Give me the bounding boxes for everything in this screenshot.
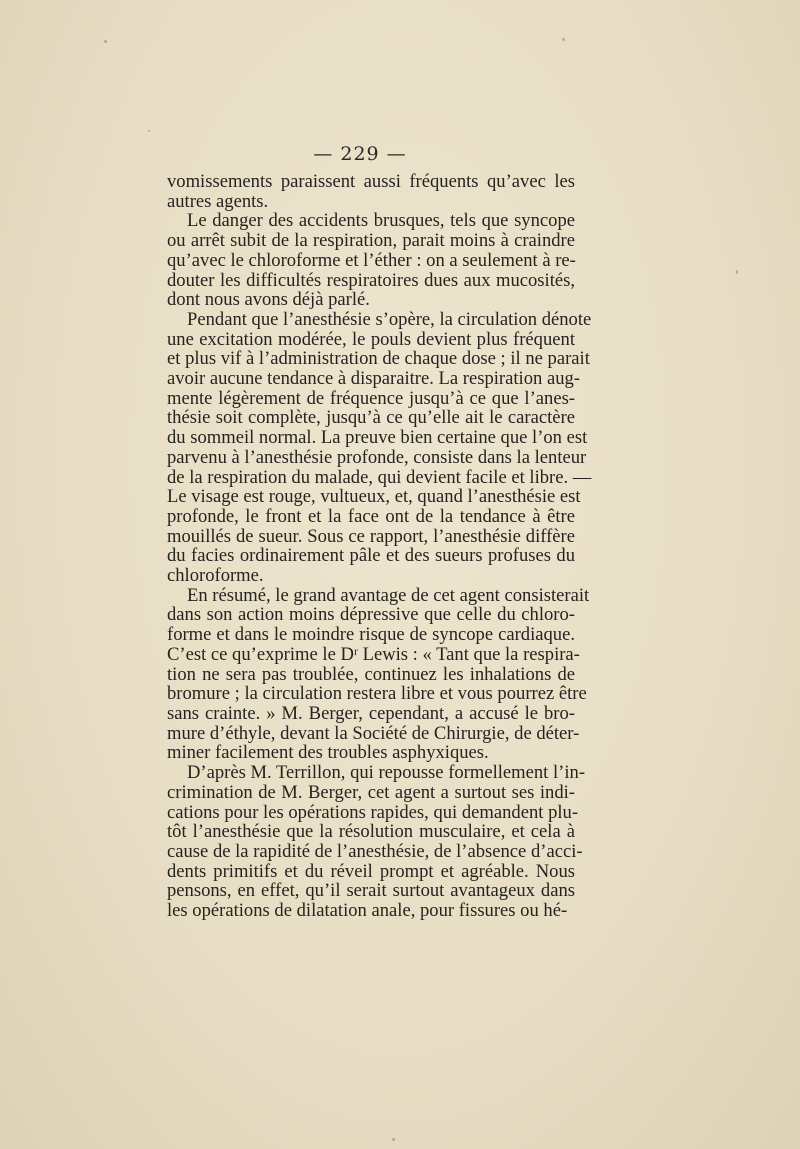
text-line: miner facilement des troubles asphyxiques.: [167, 742, 489, 764]
text-line: dans son action moins dépressive que celle du chloro-: [167, 604, 575, 626]
text-line: chloroforme.: [167, 565, 264, 587]
text-line: D’après M. Terrillon, qui repousse formellement l’in-: [187, 762, 586, 784]
text-line: vomissements paraissent aussi fréquents qu’avec les: [167, 171, 575, 192]
text-line: du sommeil normal. La preuve bien certaine que l’on est: [167, 427, 588, 449]
paragraph: [147, 211, 575, 310]
paragraph: [147, 172, 575, 211]
paragraph: [147, 762, 586, 922]
text-line: En résumé, le grand avantage de cet agent consisterait: [187, 584, 590, 606]
text-line: Pendant que l’anesthésie s’opère, la circulation dénote: [187, 308, 592, 330]
text-line: tôt l’anesthésie que la résolution musculaire, et cela à: [167, 821, 575, 843]
text-line: du facies ordinairement pâle et des sueurs profuses du: [167, 545, 575, 567]
text-line: mente légèrement de fréquence jusqu’à ce que l’anes-: [167, 387, 575, 409]
text-line: C’est ce qu’exprime le Dʳ Lewis : « Tant que la respira-: [167, 643, 580, 665]
text-line: Le danger des accidents brusques, tels que syncope: [187, 210, 575, 232]
page-number: — 229 —: [313, 143, 407, 165]
text-line: dont nous avons déjà parlé.: [167, 289, 370, 311]
text-line: autres agents.: [167, 190, 269, 212]
body-text: [147, 171, 592, 922]
paper-speck: [104, 40, 107, 43]
text-line: de la respiration du malade, qui devient facile et libre. —: [167, 466, 592, 488]
paragraph: [147, 308, 592, 587]
text-line: forme et dans le moindre risque de syncope cardiaque.: [167, 624, 575, 646]
paper-speck: [736, 270, 738, 274]
text-line: tion ne sera pas troublée, continuez les inhalations de: [167, 663, 575, 685]
text-line: Le visage est rouge, vultueux, et, quand l’anesthésie est: [167, 486, 581, 508]
text-line: une excitation modérée, le pouls devient plus fréquent: [167, 328, 575, 350]
text-line: thésie soit complète, jusqu’à ce qu’elle ait le caractère: [167, 407, 575, 429]
paragraph: [147, 584, 590, 764]
text-line: parvenu à l’anesthésie profonde, consiste dans la lenteur: [167, 446, 587, 468]
text-line: qu’avec le chloroforme et l’éther : on a seulement à re-: [167, 249, 576, 271]
paper-speck: [392, 1138, 395, 1141]
text-line: et plus vif à l’administration de chaque dose ; il ne parait: [167, 348, 590, 370]
text-line: cations pour les opérations rapides, qui demandent plu-: [167, 801, 579, 823]
text-line: les opérations de dilatation anale, pour fissures ou hé-: [167, 900, 568, 922]
paper-speck: [562, 38, 565, 41]
text-line: mouillés de sueur. Sous ce rapport, l’anesthésie diffère: [167, 525, 575, 547]
text-line: douter les difficultés respiratoires dues aux mucosités,: [167, 269, 575, 291]
text-line: crimination de M. Berger, cet agent a surtout ses indi-: [167, 781, 575, 803]
text-line: mure d’éthyle, devant la Société de Chirurgie, de déter-: [167, 722, 580, 744]
text-line: bromure ; la circulation restera libre et vous pourrez être: [167, 683, 587, 705]
text-line: profonde, le front et la face ont de la tendance à être: [167, 505, 575, 527]
text-line: dents primitifs et du réveil prompt et agréable. Nous: [167, 860, 575, 882]
paper-speck: [148, 130, 150, 132]
text-line: cause de la rapidité de l’anesthésie, de l’absence d’acci-: [167, 840, 583, 862]
text-line: pensons, en effet, qu’il serait surtout avantageux dans: [167, 880, 575, 902]
text-line: sans crainte. » M. Berger, cependant, a accusé le bro-: [167, 702, 575, 724]
text-line: avoir aucune tendance à disparaitre. La respiration aug-: [167, 368, 580, 390]
text-line: ou arrêt subit de la respiration, parait moins à craindre: [167, 230, 575, 252]
